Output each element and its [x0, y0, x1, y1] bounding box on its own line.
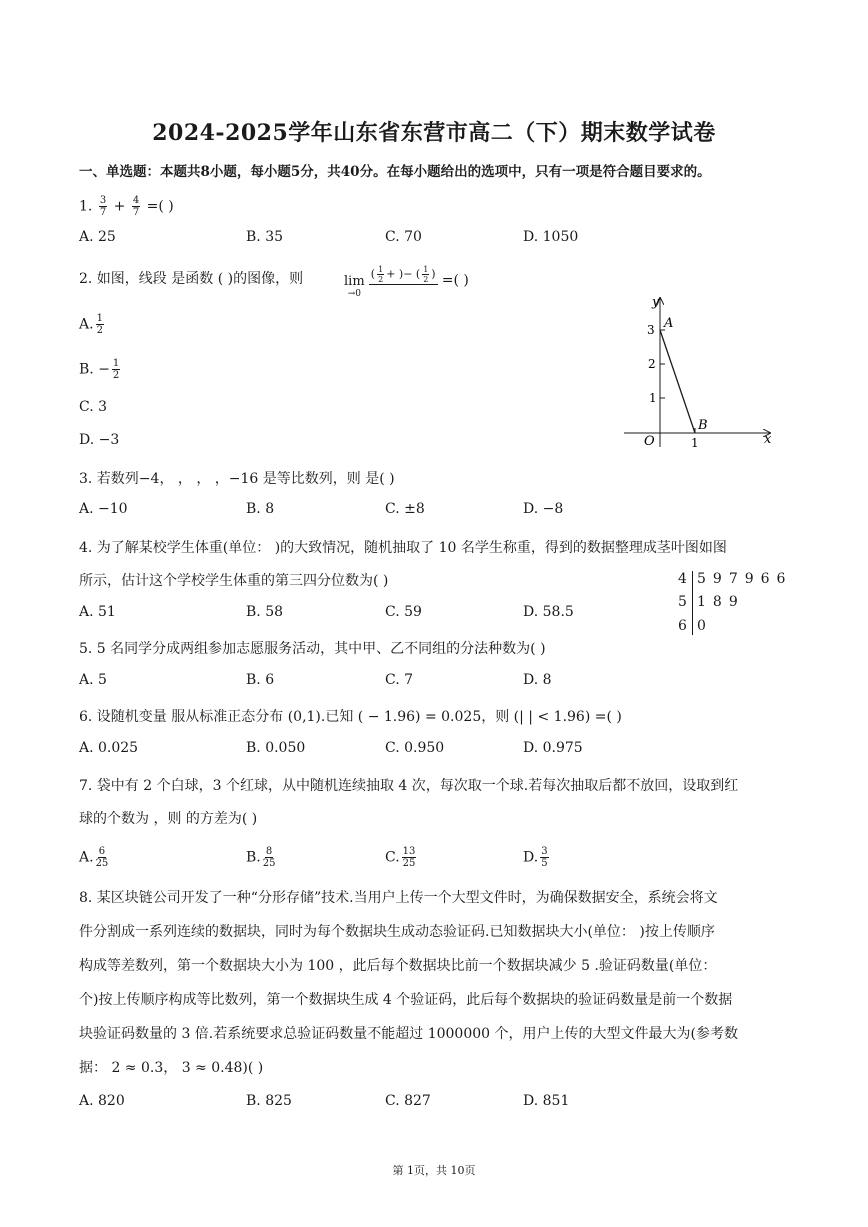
option-b: B. 6 — [246, 672, 275, 688]
stem-value: 5 — [678, 594, 687, 610]
question-4-line-2: 所示，估计这个学校学生体重的第三四分位数为( ) — [79, 573, 389, 589]
option-c: C. ±8 — [385, 501, 425, 517]
question-number: 1. — [79, 198, 93, 215]
option-a: A. 25 — [79, 229, 116, 245]
option-d: D. −3 — [79, 432, 120, 448]
question-8-line-1: 8. 某区块链公司开发了一种“分形存储”技术.当用户上传一个大型文件时，为确保数据安全，系统会将文 — [79, 890, 718, 906]
option-c: C. 70 — [385, 229, 422, 245]
limit-subscript: →0 — [347, 289, 361, 299]
tick-label-y1: 1 — [649, 391, 657, 405]
option-c: C. 7 — [385, 672, 414, 688]
question-4-line-1: 4. 为了解某校学生体重(单位： )的大致情况，随机抽取了 10 名学生称重，得到的数据整理成茎叶图如图 — [79, 540, 727, 556]
option-c: C. 3 — [79, 399, 108, 415]
option-b: B. 35 — [246, 229, 284, 245]
question-1: 1. $\frac{3}{7}$ + $\frac{4}{7}$ =( ) — [79, 195, 174, 218]
question-5: 5. 5 名同学分成两组参加志愿服务活动，其中甲、乙不同组的分法种数为( ) — [79, 641, 546, 657]
option-c: C. 0.950 — [385, 740, 445, 756]
function-graph — [618, 292, 778, 452]
option-c: C. 59 — [385, 604, 422, 620]
point-b-label: B — [698, 418, 708, 433]
tick-label-y3: 3 — [647, 323, 655, 337]
leaf-values: 597966 — [697, 571, 793, 587]
option-a: A. 5 — [79, 672, 107, 688]
origin-label: O — [644, 434, 655, 449]
option-a: A. $\frac{6}{25}$ — [79, 846, 109, 869]
segment-ab — [660, 330, 695, 433]
option-d: D. 1050 — [523, 229, 579, 245]
stem-divider — [692, 571, 693, 635]
option-c: C. $\frac{13}{25}$ — [385, 846, 416, 869]
option-a: A. 0.025 — [79, 740, 139, 756]
x-axis-label: x — [764, 432, 772, 447]
point-a-label: A — [664, 316, 674, 331]
section-heading: 一、单选题：本题共8小题，每小题5分，共40分。在每小题给出的选项中，只有一项是符合题目要求的。 — [79, 164, 711, 180]
option-d: D. 851 — [523, 1093, 570, 1109]
question-8-line-4: 个)按上传顺序构成等比数列，第一个数据块生成 4 个验证码，此后每个数据块的验证码数量是前一个数据 — [79, 992, 733, 1008]
option-a: A. 820 — [79, 1093, 125, 1109]
limit-word: lim — [344, 274, 365, 289]
option-a: A. 51 — [79, 604, 116, 620]
option-b: B. 0.050 — [246, 740, 306, 756]
question-7-line-1: 7. 袋中有 2 个白球，3 个红球，从中随机连续抽取 4 次，每次取一个球.若每次抽取后都不放回，设取到红 — [79, 778, 739, 794]
leaf-values: 189 — [697, 594, 745, 610]
fraction: $\frac{3}{7}$ — [99, 195, 107, 218]
option-b: B. $\frac{8}{25}$ — [246, 846, 276, 869]
option-a: A. $\frac{1}{2}$ — [79, 313, 103, 336]
option-d: D. 8 — [523, 672, 552, 688]
y-axis-label: y — [652, 295, 660, 310]
option-b: B. − $\frac{1}{2}$ — [79, 358, 120, 381]
option-d: D. 58.5 — [523, 604, 574, 620]
option-d: D. 0.975 — [523, 740, 583, 756]
question-8-line-5: 块验证码数量的 3 倍.若系统要求总验证码数量不能超过 1000000 个，用户上传的大型文件最大为(参考数 — [79, 1026, 738, 1042]
question-8-line-3: 构成等差数列，第一个数据块大小为 100 ，此后每个数据块比前一个数据块减少 5 .验证码数量(单位： — [79, 958, 717, 974]
question-8-line-2: 件分割成一系列连续的数据块，同时为每个数据块生成动态验证码.已知数据块大小(单位： )按上传顺序 — [79, 924, 715, 940]
stem-value: 4 — [678, 571, 687, 587]
option-d: D. −8 — [523, 501, 564, 517]
question-6: 6. 设随机变量 服从标准正态分布 (0,1).已知 ( − 1.96) = 0.025，则 (| | < 1.96) =( ) — [79, 709, 622, 725]
page-footer: 第 1页，共 10页 — [392, 1164, 476, 1177]
leaf-values: 0 — [697, 618, 713, 634]
question-2: 2. 如图，线段 是函数 ( )的图像，则 — [79, 271, 304, 287]
limit-expression: lim →0 ( $\frac{1}{2}$ + )− ( $\frac{1}{2}$ ) =( ) — [344, 265, 469, 299]
stem-value: 6 — [678, 618, 687, 634]
option-b: B. 58 — [246, 604, 284, 620]
option-d: D. $\frac{3}{5}$ — [523, 846, 548, 869]
option-b: B. 825 — [246, 1093, 292, 1109]
question-7-line-2: 球的个数为 ，则 的方差为( ) — [79, 811, 258, 827]
fraction: $\frac{4}{7}$ — [132, 195, 140, 218]
page-title: 2024-2025学年山东省东营市高二（下）期末数学试卷 — [152, 120, 716, 146]
option-c: C. 827 — [385, 1093, 431, 1109]
option-b: B. 8 — [246, 501, 275, 517]
question-3: 3. 若数列−4， ， ， ，−16 是等比数列，则 是( ) — [79, 471, 395, 487]
tick-label-x1: 1 — [691, 436, 699, 450]
option-a: A. −10 — [79, 501, 128, 517]
question-8-line-6: 据： 2 ≈ 0.3， 3 ≈ 0.48)( ) — [79, 1060, 264, 1076]
tick-label-y2: 2 — [648, 357, 656, 371]
